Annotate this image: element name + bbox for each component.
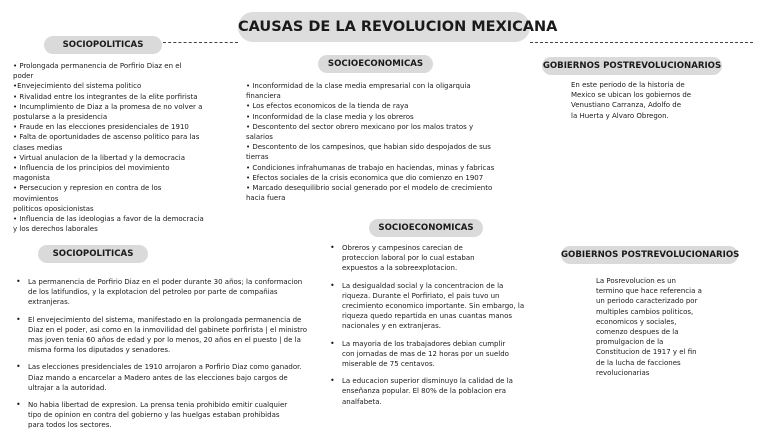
text-line: promulgacion de la	[596, 338, 664, 347]
list-item-line: crecimiento economico importante. Sin embargo, la	[342, 302, 525, 311]
text-line: • Efectos sociales de la crisis economica que dio comienzo en 1907	[246, 173, 484, 182]
text-line: Constitucion de 1917 y el fin	[596, 348, 697, 357]
text-line: termino que hace referencia a	[596, 287, 702, 296]
text-line: Venustiano Carranza, Adolfo de	[571, 101, 682, 110]
text-line: • Los efectos economicos de la tienda de raya	[246, 102, 409, 111]
text-line: En este periodo de la historia de	[571, 81, 685, 89]
list-item-line: riqueza. Durante el Porfiriato, el pais tuvo un	[342, 291, 500, 300]
list-item-line: • La educacion superior disminuyo la calidad de la	[342, 377, 513, 386]
text-line: hacia fuera	[246, 194, 286, 203]
list-item	[328, 376, 524, 407]
list-item-line: ultrajar a la autoridad.	[28, 383, 107, 392]
list-item-line: • El envejecimiento del sistema, manifestado en la prolongada permanencia de	[28, 315, 302, 324]
top-sociopoliticas-label: SOCIOPOLITICAS	[44, 36, 162, 54]
text-line: • Prolongada permanencia de Porfirio Diaz en el	[13, 62, 182, 70]
text-line: economicos y sociales,	[596, 317, 677, 326]
top-socioeconomicas-text	[246, 81, 494, 203]
list-item	[328, 243, 524, 274]
text-line: • Falta de oportunidades de ascenso politico para las	[13, 133, 200, 142]
text-line: • Influencia de las ideologias a favor de la democracia	[13, 215, 204, 224]
text-line: • Descontento de los campesinos, que habian sido despojados de sus	[246, 143, 491, 152]
text-line: comenzo despues de la	[596, 328, 679, 337]
text-line: • Influencia de los principios del movimiento	[13, 164, 170, 173]
bottom-sociopoliticas-label: SOCIOPOLITICAS	[38, 245, 148, 263]
text-line: un periodo caracterizado por	[596, 297, 698, 306]
list-item-line: Diaz mando a encarcelar a Madero antes de las elecciones bajo cargos de	[28, 373, 288, 382]
list-item-line: enseñanza popular. El 80% de la poblacion era	[342, 387, 507, 396]
text-line: • Persecucion y represion en contra de los	[13, 184, 162, 193]
text-line: magonista	[13, 174, 50, 183]
list-item-line: con jornadas de mas de 12 horas por un sueldo	[342, 349, 509, 358]
text-line: de la lucha de facciones	[596, 358, 681, 367]
list-item-line: para todos los sectores.	[28, 421, 112, 430]
text-line: • Inconformidad de la clase media y los obreros	[246, 112, 414, 121]
text-line: La Posrevolucion es un	[596, 277, 676, 285]
list-item-line: • La desigualdad social y la concentracion de la	[342, 281, 504, 290]
text-line: politicos oposicionistas	[13, 204, 94, 213]
page-title: CAUSAS DE LA REVOLUCION MEXICANA	[238, 12, 530, 42]
text-line: •Envejecimiento del sistema politico	[13, 82, 142, 91]
text-line: revolucionarias	[596, 368, 650, 377]
list-item	[328, 339, 524, 370]
bottom-socioeconomicas-list	[328, 243, 524, 414]
text-line: salarios	[246, 133, 273, 142]
text-line: movimientos	[13, 194, 59, 203]
text-line: • Marcado desequilibrio social generado por el modelo de crecimiento	[246, 184, 493, 193]
list-item-line: • La mayoria de los trabajadores debian cumplir	[342, 339, 506, 348]
text-line: tierras	[246, 153, 269, 162]
list-item-line: Diaz en el poder, asi como en la inmovilidad del gabinete porfirista | el ministro	[28, 325, 308, 334]
list-item	[14, 400, 307, 431]
list-item-line: riqueza quedo repartida en unas cuantas manos	[342, 312, 513, 321]
list-item	[328, 281, 524, 332]
bottom-socioeconomicas-label: SOCIOECONOMICAS	[369, 219, 483, 237]
list-item-line: nacionales y en extranjeras.	[342, 322, 441, 331]
text-line: • Virtual anulacion de la libertad y la democracia	[13, 153, 186, 162]
text-line: financiera	[246, 92, 281, 101]
list-item-line: proteccion laboral por lo cual estaban	[342, 254, 475, 263]
text-line: • Fraude en las elecciones presidenciales de 1910	[13, 123, 189, 132]
list-item-line: miserable de 75 centavos.	[342, 360, 435, 369]
list-item	[14, 277, 307, 308]
list-item-line: de los latifundios, y la explotacion del petroleo por parte de compañias	[28, 288, 278, 297]
text-line: y los derechos laborales	[13, 225, 98, 234]
list-item-line: mas joven tenia 60 años de edad y por lo menos, 20 años en el puesto | de la	[28, 336, 301, 345]
top-sociopoliticas-text	[13, 61, 204, 234]
list-item-line: extranjeras.	[28, 298, 70, 307]
list-item-line: expuestos a la sobreexplotacion.	[342, 264, 458, 273]
list-item-line: • La permanencia de Porfirio Diaz en el poder durante 30 años; la conformacion	[28, 278, 303, 286]
text-line: • Descontento del sector obrero mexicano por los malos tratos y	[246, 122, 474, 131]
dashed-divider-left	[163, 42, 238, 43]
bottom-gobiernos-label: GOBIERNOS POSTREVOLUCIONARIOS	[561, 246, 738, 264]
text-line: • Condiciones infrahumanas de trabajo en haciendas, minas y fabricas	[246, 163, 495, 172]
text-line: Mexico se ubican los gobiernos de	[571, 91, 692, 100]
text-line: clases medias	[13, 143, 63, 152]
text-line: • Rivalidad entre los integrantes de la elite porfirista	[13, 92, 198, 101]
list-item-line: misma forma los diputados y senadores.	[28, 346, 171, 355]
text-line: postularse a la presidencia	[13, 113, 108, 122]
top-gobiernos-text	[571, 80, 691, 121]
bottom-sociopoliticas-list	[14, 277, 307, 438]
list-item-line: • Obreros y campesinos carecian de	[342, 244, 463, 252]
list-item-line: analfabeta.	[342, 397, 382, 406]
list-item	[14, 362, 307, 393]
text-line: • Inconformidad de la clase media empresarial con la oligarquia	[246, 82, 471, 90]
list-item-line: • No habia libertad de expresion. La prensa tenia prohibido emitir cualquier	[28, 401, 288, 410]
text-line: poder	[13, 72, 34, 81]
bottom-gobiernos-text	[596, 276, 702, 378]
top-socioeconomicas-label: SOCIOECONOMICAS	[318, 55, 433, 73]
list-item-line: • Las elecciones presidenciales de 1910 arrojaron a Porfirio Diaz como ganador.	[28, 363, 302, 372]
dashed-divider-right	[530, 42, 753, 43]
list-item	[14, 315, 307, 356]
text-line: la Huerta y Alvaro Obregon.	[571, 111, 669, 120]
top-gobiernos-label: GOBIERNOS POSTREVOLUCIONARIOS	[542, 57, 722, 75]
text-line: multiples cambios politicos,	[596, 307, 694, 316]
text-line: • Incumplimiento de Diaz a la promesa de no volver a	[13, 102, 203, 111]
list-item-line: tipo de opinion en contra del gobierno y las huelgas estaban prohibidas	[28, 411, 280, 420]
